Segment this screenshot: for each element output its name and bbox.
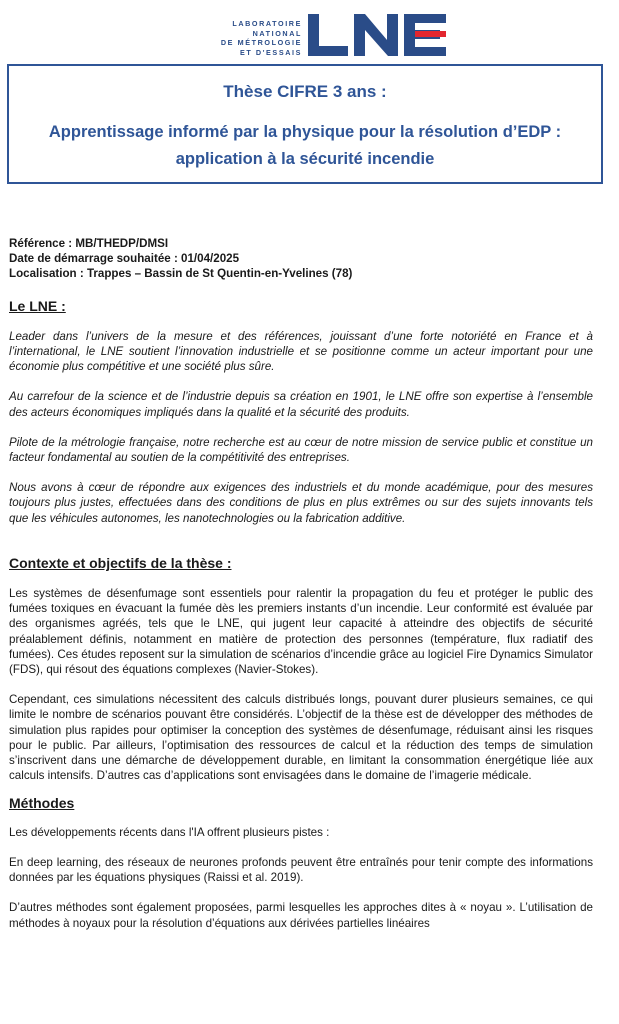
paragraph: Cependant, ces simulations nécessitent des calculs distribués longs, pouvant durer plusieurs semaines, ce qui limite le nombre de scénarios pouvant être considérés. L’objectif de la thèse est de développer des méthodes de simulation plus rapides pour optimiser la conception des systèmes de désenfumage, réduisant ainsi les risques pour le public. Par ailleurs, l’optimisation des ressources de calcul et la réduction des temps de simulation s’inscrivent dans une démarche de développement durable, en limitant la consommation énergétique liée aux calculs intensifs. D’autres cas d’applications sont envisagées dans le domaine de l’imagerie médicale. (9, 693, 593, 783)
section-heading-lne: Le LNE : (9, 297, 66, 314)
paragraph: En deep learning, des réseaux de neurones profonds peuvent être entraînés pour tenir compte des informations données par les équations physiques (Raissi et al. 2019). (9, 855, 593, 885)
paragraph: Les développements récents dans l'IA offrent plusieurs pistes : (9, 825, 330, 839)
logo-text: LABORATOIRE NATIONAL DE MÉTROLOGIE ET D'ESSAIS (220, 19, 302, 57)
location: Localisation : Trappes – Bassin de St Quentin-en-Yvelines (78) (9, 267, 353, 281)
lne-logo-mark-icon (304, 10, 450, 60)
paragraph: Nous avons à cœur de répondre aux exigences des industriels et du monde académique, pour des mesures toujours plus justes, effectuées dans des conditions de plus en plus extrêmes ou sur des sujets innovants tels que les véhicules autonomes, les nanotechnologies ou la fabrication additive. (9, 481, 593, 525)
paragraph: Les systèmes de désenfumage sont essentiels pour ralentir la propagation du feu et protéger le public des fumées toxiques en évacuant la fumée dès les premiers instants d’un incendie. Leur conformité est évaluée par des organismes agréés, tels que le LNE, qui jugent leur capacité à atteindre des objectifs de sécurité préalablement définis, notamment en matière de protection des personnes (température, flux radiatif des fumées). Ces études reposent sur la simulation de scénarios d’incendie grâce au logiciel Fire Dynamics Simulator (FDS), qui résout des équations complexes (Navier-Stokes). (9, 587, 593, 677)
start-date: Date de démarrage souhaitée : 01/04/2025 (9, 252, 240, 266)
paragraph: Au carrefour de la science et de l’industrie depuis sa création en 1901, le LNE offre son expertise à l’ensemble des acteurs économiques impliqués dans la qualité et la sécurité des produits. (9, 390, 593, 419)
meta-info (9, 236, 593, 282)
reference: Référence : MB/THEDP/DMSI (9, 237, 169, 250)
lne-logo (180, 10, 450, 60)
paragraph: Leader dans l’univers de la mesure et des références, jouissant d’une forte notoriété en France et à l’international, le LNE soutient l’innovation industrielle et se positionne comme un acteur important pour une économie plus compétitive et une société plus sûre. (9, 329, 593, 374)
document-body (9, 236, 593, 931)
section-heading-methods: Méthodes (9, 795, 75, 812)
title-box (7, 64, 603, 184)
thesis-title: Apprentissage informé par la physique pour la résolution d’EDP : application à la sécurité incendie (48, 123, 562, 168)
section-heading-context: Contexte et objectifs de la thèse : (9, 554, 232, 571)
thesis-type: Thèse CIFRE 3 ans : (223, 82, 387, 101)
paragraph: D’autres méthodes sont également proposées, parmi lesquelles les approches dites à « noyau ». L’utilisation de méthodes à noyaux pour la résolution d’équations aux dérivées partielles linéaires (9, 901, 593, 930)
paragraph: Pilote de la métrologie française, notre recherche est au cœur de notre mission de service public et constitue un facteur fondamental au soutien de la compétitivité des entreprises. (9, 435, 593, 465)
